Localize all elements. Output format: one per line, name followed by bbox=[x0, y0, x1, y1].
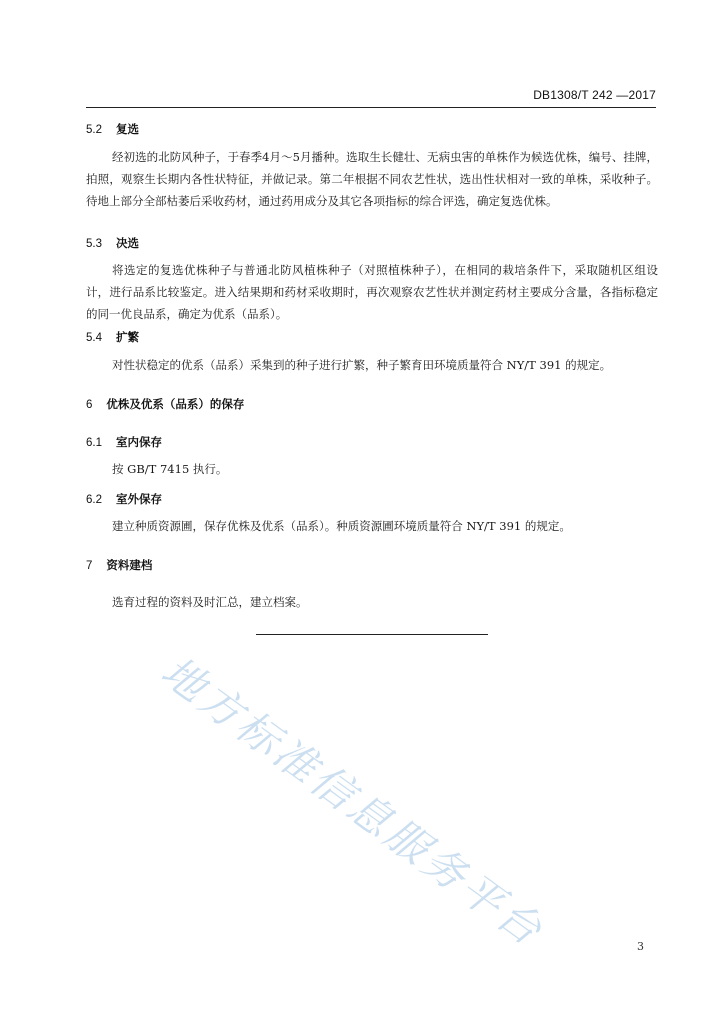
section-body-5-3: 将选定的复选优株种子与普通北防风植株种子（对照植株种子），在相同的栽培条件下，采取随机区组设计，进行品系比较鉴定。进入结果期和药材采收期时，再次观察农艺性状并测定药材主要成分含量，各指标稳定的同一优良品系，确定为优系（品系）。 bbox=[86, 263, 658, 321]
section-heading-7 bbox=[86, 557, 152, 573]
header-rule bbox=[86, 107, 656, 108]
section-title: 室内保存 bbox=[116, 435, 162, 449]
section-heading-6-1 bbox=[86, 434, 162, 450]
section-number: 5.3 bbox=[86, 238, 102, 250]
section-title: 资料建档 bbox=[106, 558, 153, 572]
section-body-6-2: 建立种质资源圃，保存优株及优系（品系）。种质资源圃环境质量符合 NY/T 391 的规定。 bbox=[112, 519, 571, 533]
section-title: 室外保存 bbox=[116, 492, 162, 506]
section-title: 复选 bbox=[116, 122, 139, 136]
section-heading-5-4 bbox=[86, 329, 139, 345]
section-title: 优株及优系（品系）的保存 bbox=[106, 397, 245, 411]
document-code: DB1308/T 242 —2017 bbox=[533, 88, 656, 102]
section-body-5-4: 对性状稳定的优系（品系）采集到的种子进行扩繁，种子繁育田环境质量符合 NY/T 391 的规定。 bbox=[112, 358, 612, 372]
section-body-7: 选育过程的资料及时汇总，建立档案。 bbox=[112, 595, 308, 609]
section-number: 6.1 bbox=[86, 437, 102, 449]
section-heading-6 bbox=[86, 396, 244, 412]
section-heading-6-2 bbox=[86, 491, 162, 507]
end-of-document-rule bbox=[256, 634, 488, 635]
section-number: 7 bbox=[86, 560, 93, 572]
section-body-5-2: 经初选的北防风种子，于春季4月～5月播种。选取生长健壮、无病虫害的单株作为候选优株，编号、挂牌，拍照，观察生长期内各性状特征，并做记录。第二年根据不同农艺性状，选出性状相对一致的单株，采收种子。待地上部分全部枯萎后采收药材，通过药用成分及其它各项指标的综合评选，确定复选优株。 bbox=[86, 150, 658, 208]
page-number: 3 bbox=[637, 940, 644, 953]
section-title: 决选 bbox=[116, 236, 139, 250]
section-number: 6.2 bbox=[86, 494, 102, 506]
section-heading-5-2 bbox=[86, 121, 139, 137]
section-body-6-1: 按 GB/T 7415 执行。 bbox=[112, 462, 228, 476]
section-title: 扩繁 bbox=[116, 330, 139, 344]
section-heading-5-3 bbox=[86, 235, 139, 251]
section-number: 6 bbox=[86, 399, 93, 411]
watermark: 地方标准信息服务平台 bbox=[152, 646, 554, 957]
section-number: 5.2 bbox=[86, 124, 102, 136]
section-number: 5.4 bbox=[86, 332, 102, 344]
